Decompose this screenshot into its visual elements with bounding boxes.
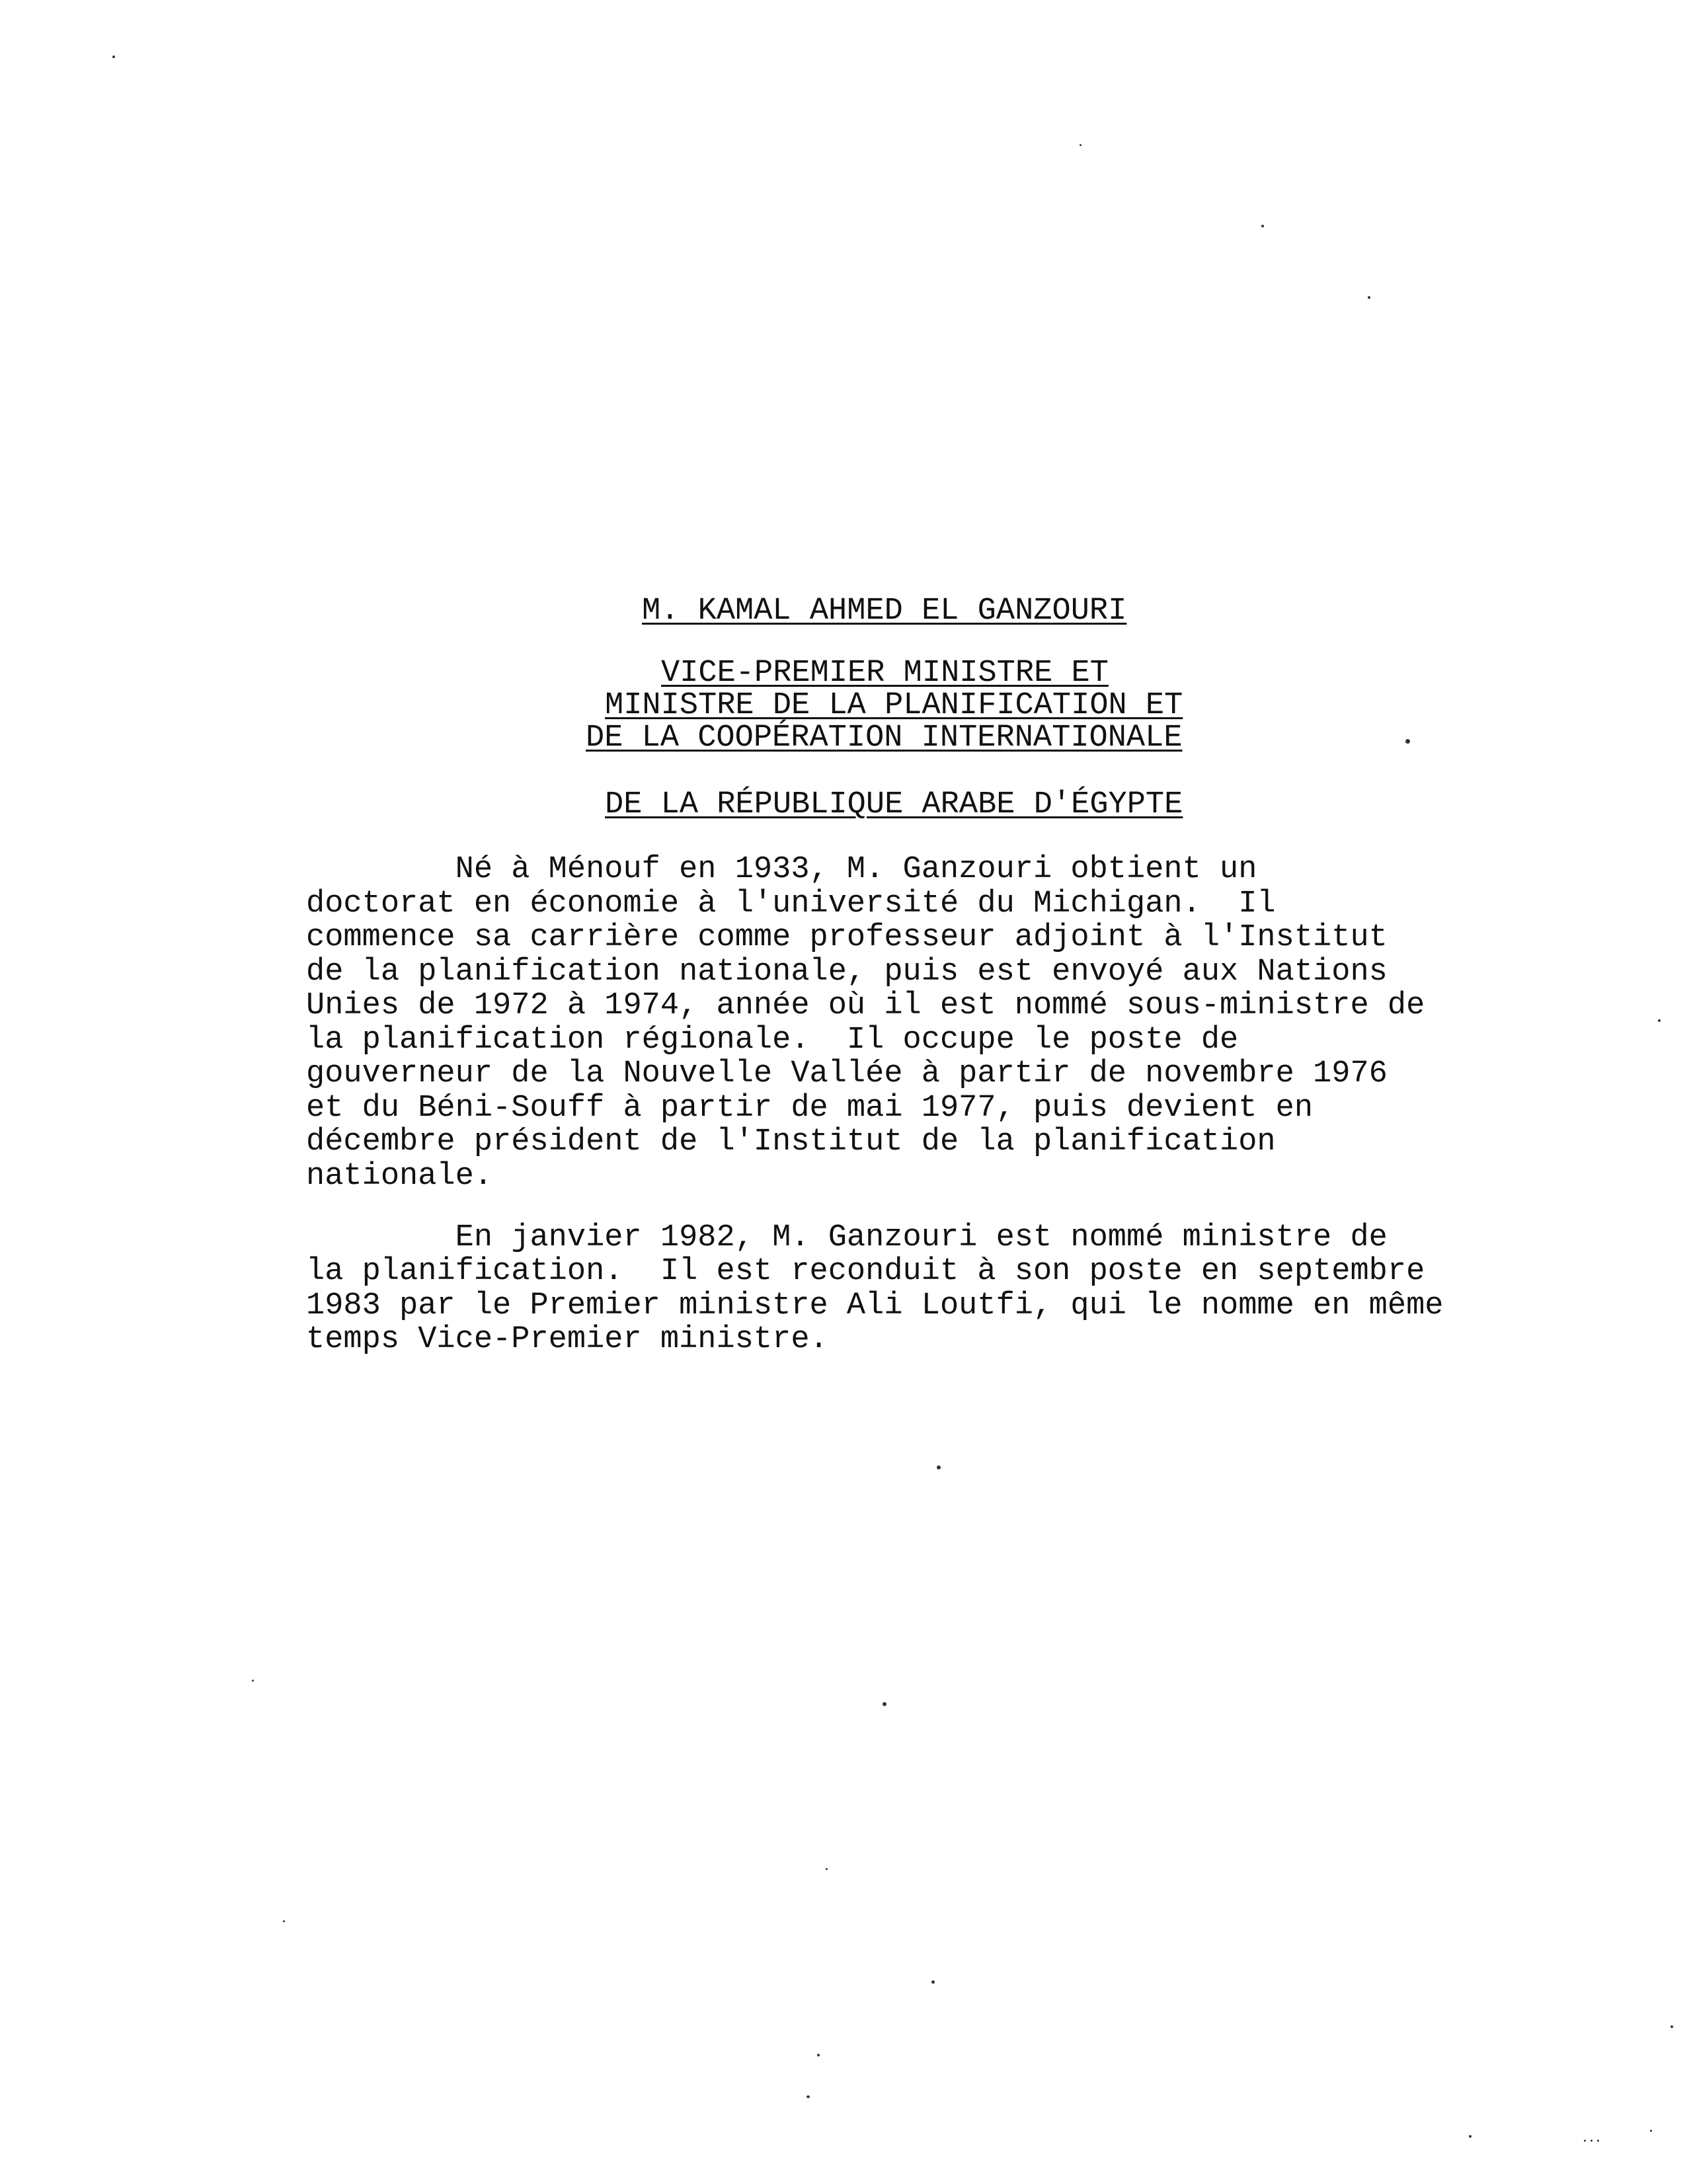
name-heading: M. KAMAL AHMED EL GANZOURI [642, 594, 1127, 629]
paragraph-1-line: Né à Ménouf en 1933, M. Ganzouri obtient un [306, 852, 1257, 887]
paragraph-1-line: décembre président de l'Institut de la planification [306, 1124, 1276, 1159]
scan-speck [1261, 225, 1264, 227]
scan-speck [937, 1465, 941, 1469]
paragraph-1-line: commence sa carrière comme professeur adjoint à l'Institut [306, 920, 1388, 955]
scan-speck [1405, 739, 1410, 744]
scan-speck [1469, 2135, 1472, 2138]
scan-speck [883, 1702, 886, 1706]
scan-speck [1650, 2130, 1652, 2132]
paragraph-1-line: et du Béni-Souff à partir de mai 1977, puis devient en [306, 1091, 1314, 1126]
scan-speck [1597, 2140, 1599, 2142]
scan-speck [817, 2054, 820, 2056]
scan-speck [806, 2095, 810, 2098]
paragraph-2-line: En janvier 1982, M. Ganzouri est nommé ministre de [306, 1220, 1388, 1255]
scan-speck [283, 1920, 285, 1922]
country-heading: DE LA RÉPUBLIQUE ARABE D'ÉGYPTE [605, 787, 1183, 822]
scan-speck [252, 1680, 254, 1682]
scan-speck [1368, 296, 1370, 299]
paragraph-2-line: 1983 par le Premier ministre Ali Loutfi, qui le nomme en même [306, 1288, 1444, 1323]
scan-speck [112, 56, 115, 58]
scan-speck [931, 1980, 935, 1984]
paragraph-1-line: Unies de 1972 à 1974, année où il est nommé sous-ministre de [306, 988, 1425, 1023]
title-line-2: MINISTRE DE LA PLANIFICATION ET [605, 688, 1183, 723]
scan-speck [1658, 1019, 1661, 1022]
paragraph-1-line: nationale. [306, 1159, 493, 1194]
scan-speck [1584, 2140, 1586, 2142]
paragraph-1-line: doctorat en économie à l'université du Michigan. Il [306, 886, 1276, 921]
scan-speck [826, 1868, 828, 1870]
paragraph-1-line: gouverneur de la Nouvelle Vallée à partir de novembre 1976 [306, 1056, 1388, 1091]
paragraph-1-line: la planification régionale. Il occupe le poste de [306, 1023, 1239, 1058]
title-line-3: DE LA COOPÉRATION INTERNATIONALE [586, 721, 1183, 756]
scan-speck [1591, 2140, 1593, 2142]
scan-speck [1080, 144, 1081, 146]
title-line-1: VICE-PREMIER MINISTRE ET [661, 656, 1109, 691]
scan-speck [1671, 2025, 1673, 2028]
paragraph-2-line: la planification. Il est reconduit à son poste en septembre [306, 1254, 1425, 1289]
paragraph-2-line: temps Vice-Premier ministre. [306, 1322, 828, 1357]
paragraph-1-line: de la planification nationale, puis est envoyé aux Nations [306, 955, 1388, 990]
